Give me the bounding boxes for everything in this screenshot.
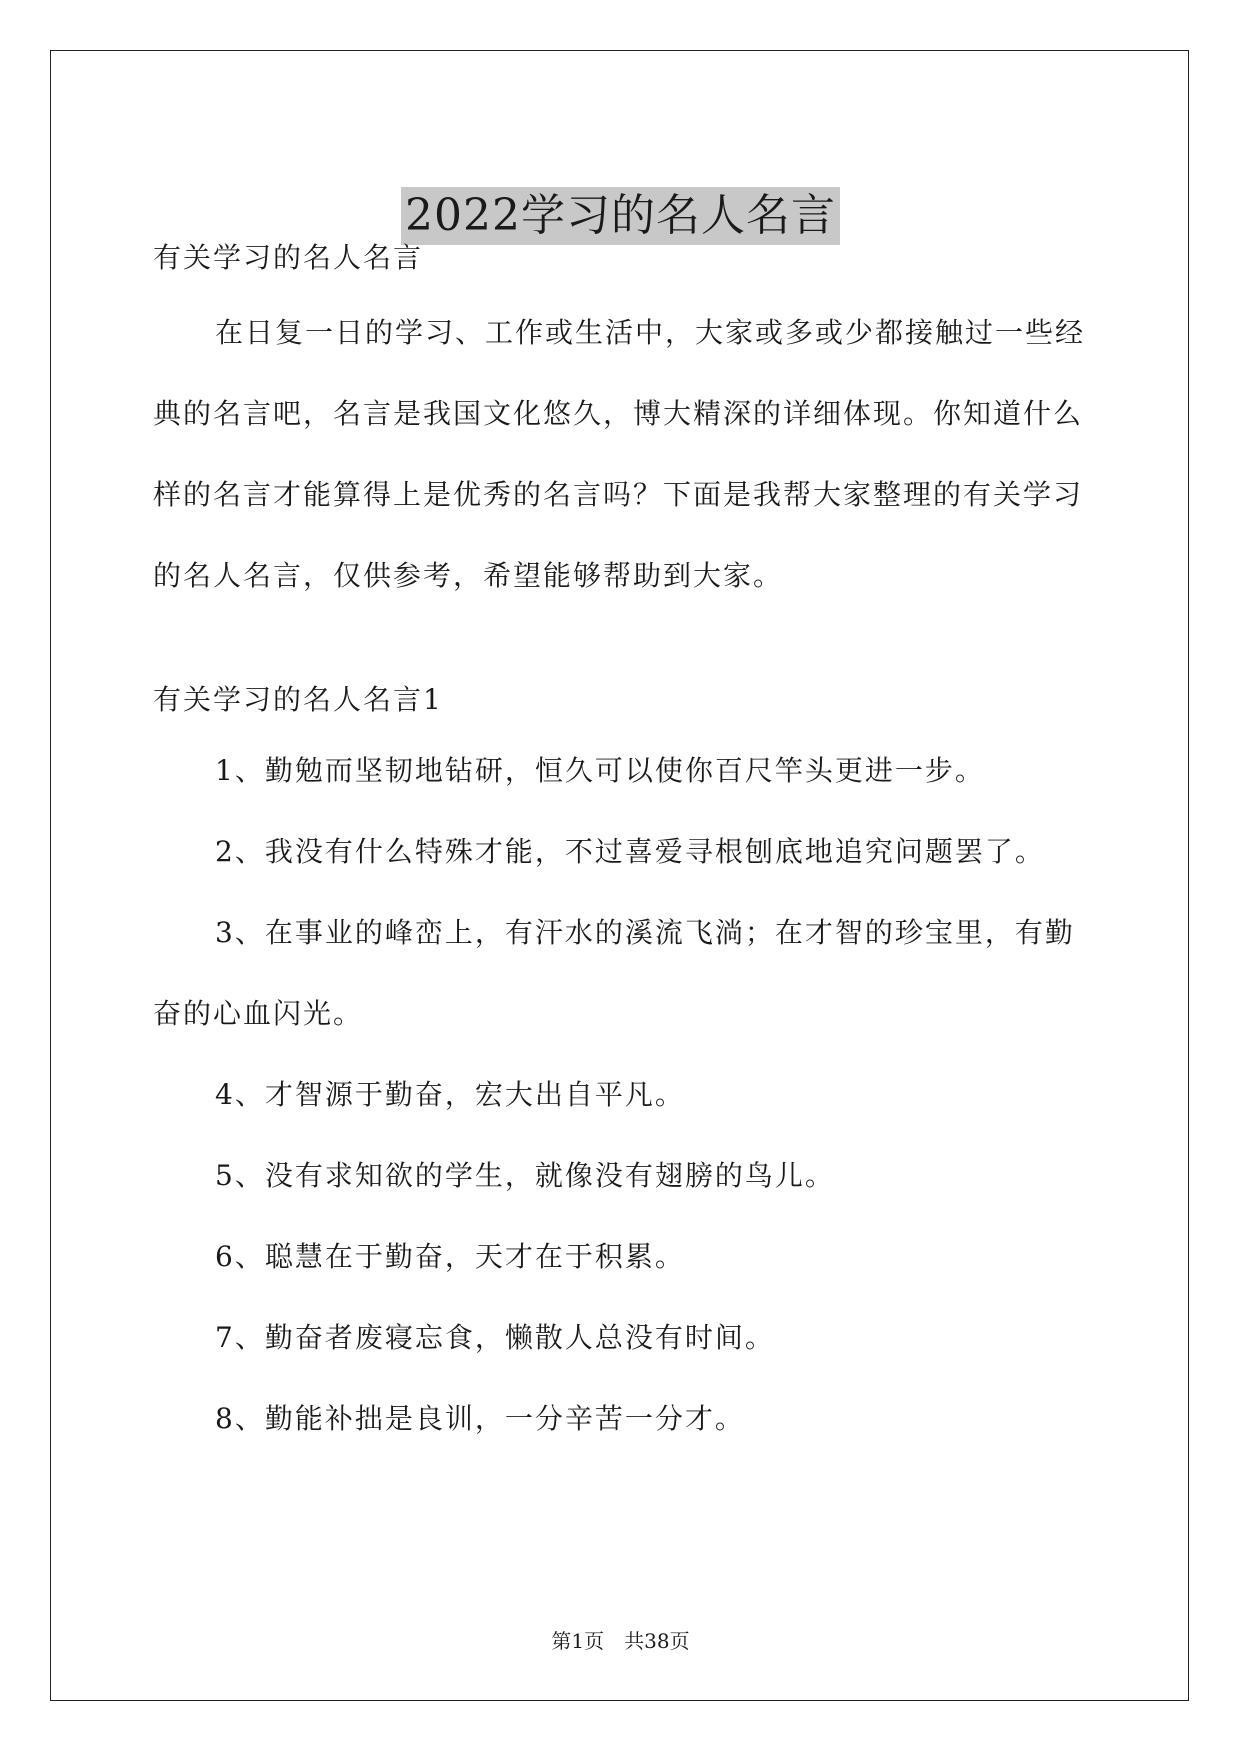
list-item: 7、勤奋者废寝忘食，懒散人总没有时间。 — [215, 1321, 775, 1354]
list-item: 3、在事业的峰峦上，有汗水的溪流飞淌；在才智的珍宝里，有勤奋的心血闪光。 — [153, 916, 1075, 1030]
list-item: 4、才智源于勤奋，宏大出自平凡。 — [215, 1078, 685, 1111]
list-item: 6、聪慧在于勤奋，天才在于积累。 — [215, 1240, 685, 1273]
document-title: 2022学习的名人名言 — [401, 187, 840, 245]
list-item: 1、勤勉而坚韧地钻研，恒久可以使你百尺竿头更进一步。 — [215, 754, 985, 787]
page-number-footer: 第1页 共38页 — [551, 1629, 690, 1653]
subheading: 有关学习的名人名言 — [153, 241, 424, 274]
list-item: 5、没有求知欲的学生，就像没有翅膀的鸟儿。 — [215, 1159, 835, 1192]
section-heading: 有关学习的名人名言1 — [153, 683, 443, 716]
list-item: 8、勤能补拙是良训，一分辛苦一分才。 — [215, 1402, 745, 1435]
intro-paragraph: 在日复一日的学习、工作或生活中，大家或多或少都接触过一些经典的名言吧，名言是我国文化悠久，博大精深的详细体现。你知道什么样的名言才能算得上是优秀的名言吗？下面是我帮大家整理的有关学习的名人名言，仅供参考，希望能够帮助到大家。 — [153, 316, 1086, 592]
quote-list — [153, 730, 1093, 1459]
list-item: 2、我没有什么特殊才能，不过喜爱寻根刨底地追究问题罢了。 — [215, 835, 1045, 868]
